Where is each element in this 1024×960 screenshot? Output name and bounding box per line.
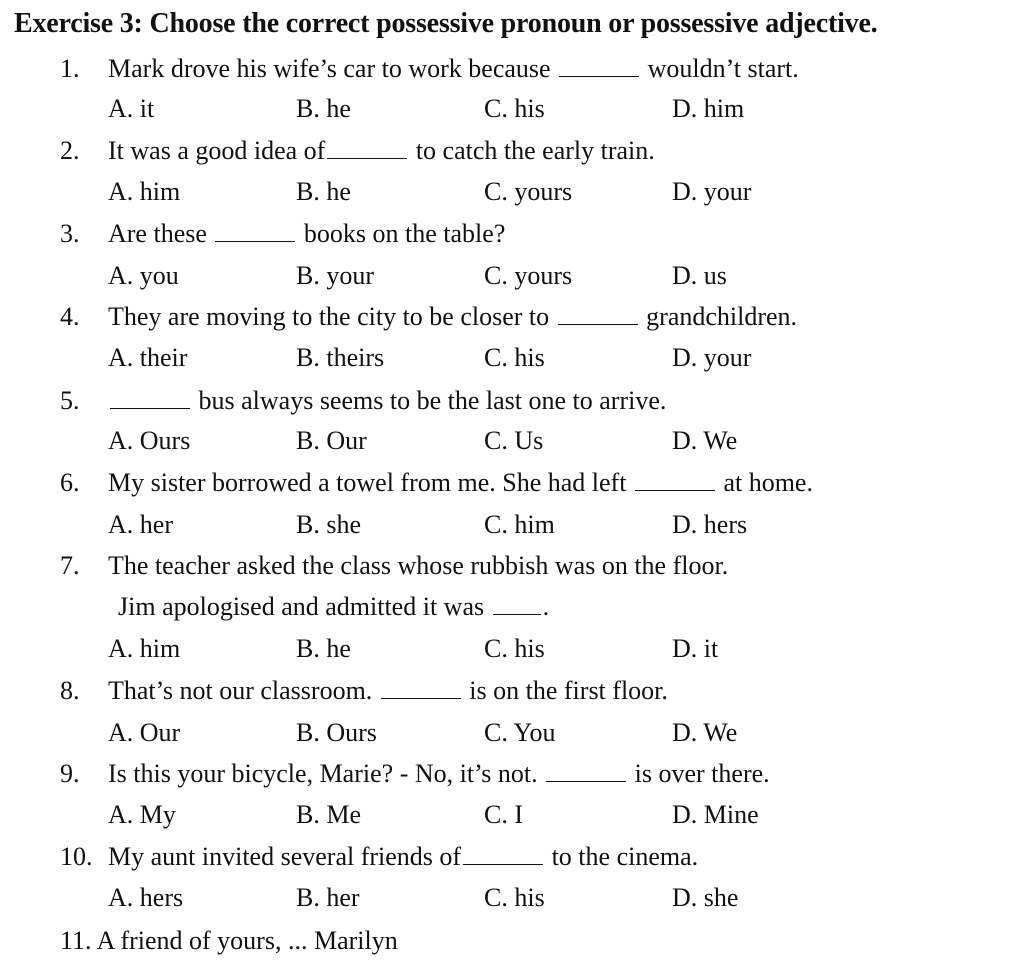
answer-blank[interactable] bbox=[463, 838, 543, 865]
option-c[interactable]: C. Us bbox=[484, 426, 544, 455]
option-c[interactable]: C. his bbox=[484, 94, 545, 123]
question-10 bbox=[0, 838, 1024, 876]
question-text: My sister borrowed a towel from me. She had left at home. bbox=[108, 464, 813, 502]
option-b[interactable]: B. he bbox=[296, 634, 351, 663]
options-4 bbox=[0, 339, 1024, 377]
option-a[interactable]: A. their bbox=[108, 343, 188, 372]
answer-blank[interactable] bbox=[327, 132, 407, 159]
answer-blank[interactable] bbox=[493, 588, 541, 615]
option-a[interactable]: A. him bbox=[108, 177, 181, 206]
options-3 bbox=[0, 257, 1024, 295]
option-a[interactable]: A. you bbox=[108, 261, 179, 290]
answer-blank[interactable] bbox=[558, 298, 638, 325]
option-a[interactable]: A. hers bbox=[108, 883, 184, 912]
question-number: 6. bbox=[60, 468, 80, 497]
option-d[interactable]: D. us bbox=[672, 261, 727, 290]
option-a[interactable]: A. him bbox=[108, 634, 181, 663]
question-number: 8. bbox=[60, 676, 80, 705]
option-b[interactable]: B. Ours bbox=[296, 718, 377, 747]
option-d[interactable]: D. she bbox=[672, 883, 739, 912]
question-text: Are these books on the table? bbox=[108, 215, 505, 253]
options-6 bbox=[0, 506, 1024, 544]
question-number: 7. bbox=[60, 551, 80, 580]
option-c[interactable]: C. him bbox=[484, 510, 555, 539]
option-c[interactable]: C. his bbox=[484, 883, 545, 912]
option-d[interactable]: D. We bbox=[672, 426, 738, 455]
option-c[interactable]: C. yours bbox=[484, 261, 573, 290]
answer-blank[interactable] bbox=[559, 50, 639, 77]
options-1 bbox=[0, 90, 1024, 128]
question-6 bbox=[0, 464, 1024, 502]
options-10 bbox=[0, 879, 1024, 917]
option-a[interactable]: A. her bbox=[108, 510, 173, 539]
option-d[interactable]: D. it bbox=[672, 634, 719, 663]
option-b[interactable]: B. Me bbox=[296, 800, 361, 829]
option-c[interactable]: C. his bbox=[484, 343, 545, 372]
option-b[interactable]: B. theirs bbox=[296, 343, 385, 372]
question-text: They are moving to the city to be closer to grandchildren. bbox=[108, 298, 797, 336]
options-2 bbox=[0, 173, 1024, 211]
answer-blank[interactable] bbox=[215, 215, 295, 242]
option-c[interactable]: C. his bbox=[484, 634, 545, 663]
question-text: bus always seems to be the last one to arrive. bbox=[108, 382, 666, 420]
option-b[interactable]: B. Our bbox=[296, 426, 367, 455]
question-text: Mark drove his wife’s car to work because wouldn’t start. bbox=[108, 50, 799, 88]
option-a[interactable]: A. it bbox=[108, 94, 155, 123]
cut-off-question-11: 11. A friend of yours, ... Marilyn bbox=[60, 926, 398, 955]
question-number: 2. bbox=[60, 136, 80, 165]
question-number: 9. bbox=[60, 759, 80, 788]
question-text: My aunt invited several friends of to the cinema. bbox=[108, 838, 698, 876]
option-c[interactable]: C. yours bbox=[484, 177, 573, 206]
question-9 bbox=[0, 755, 1024, 793]
option-c[interactable]: C. I bbox=[484, 800, 523, 829]
option-a[interactable]: A. My bbox=[108, 800, 176, 829]
answer-blank[interactable] bbox=[635, 464, 715, 491]
option-c[interactable]: C. You bbox=[484, 718, 556, 747]
answer-blank[interactable] bbox=[546, 755, 626, 782]
question-3 bbox=[0, 215, 1024, 253]
question-number: 4. bbox=[60, 302, 80, 331]
option-b[interactable]: B. your bbox=[296, 261, 374, 290]
question-2 bbox=[0, 132, 1024, 170]
question-7-continuation bbox=[0, 588, 1024, 626]
question-5 bbox=[0, 382, 1024, 420]
options-8 bbox=[0, 714, 1024, 752]
option-d[interactable]: D. your bbox=[672, 177, 752, 206]
question-number: 5. bbox=[60, 386, 80, 415]
question-text: It was a good idea of to catch the early train. bbox=[108, 132, 655, 170]
option-a[interactable]: A. Ours bbox=[108, 426, 191, 455]
question-text: The teacher asked the class whose rubbish was on the floor. bbox=[108, 551, 729, 580]
question-number: 1. bbox=[60, 54, 80, 83]
answer-blank[interactable] bbox=[381, 672, 461, 699]
options-7 bbox=[0, 630, 1024, 668]
option-d[interactable]: D. him bbox=[672, 94, 745, 123]
answer-blank[interactable] bbox=[110, 382, 190, 409]
question-number: 3. bbox=[60, 219, 80, 248]
question-8 bbox=[0, 672, 1024, 710]
question-1 bbox=[0, 50, 1024, 88]
options-9 bbox=[0, 796, 1024, 834]
option-b[interactable]: B. her bbox=[296, 883, 360, 912]
option-b[interactable]: B. she bbox=[296, 510, 361, 539]
question-number: 10. bbox=[60, 842, 93, 871]
option-a[interactable]: A. Our bbox=[108, 718, 181, 747]
question-text: Is this your bicycle, Marie? - No, it’s not. is over there. bbox=[108, 755, 770, 793]
option-b[interactable]: B. he bbox=[296, 177, 351, 206]
option-d[interactable]: D. hers bbox=[672, 510, 748, 539]
option-d[interactable]: D. your bbox=[672, 343, 752, 372]
question-7 bbox=[0, 547, 1024, 585]
option-d[interactable]: D. We bbox=[672, 718, 738, 747]
question-text: Jim apologised and admitted it was . bbox=[118, 588, 549, 626]
option-b[interactable]: B. he bbox=[296, 94, 351, 123]
question-4 bbox=[0, 298, 1024, 336]
option-d[interactable]: D. Mine bbox=[672, 800, 759, 829]
options-5 bbox=[0, 422, 1024, 460]
question-text: That’s not our classroom. is on the first floor. bbox=[108, 672, 668, 710]
exercise-title: Exercise 3: Choose the correct possessive pronoun or possessive adjective. bbox=[14, 8, 878, 39]
